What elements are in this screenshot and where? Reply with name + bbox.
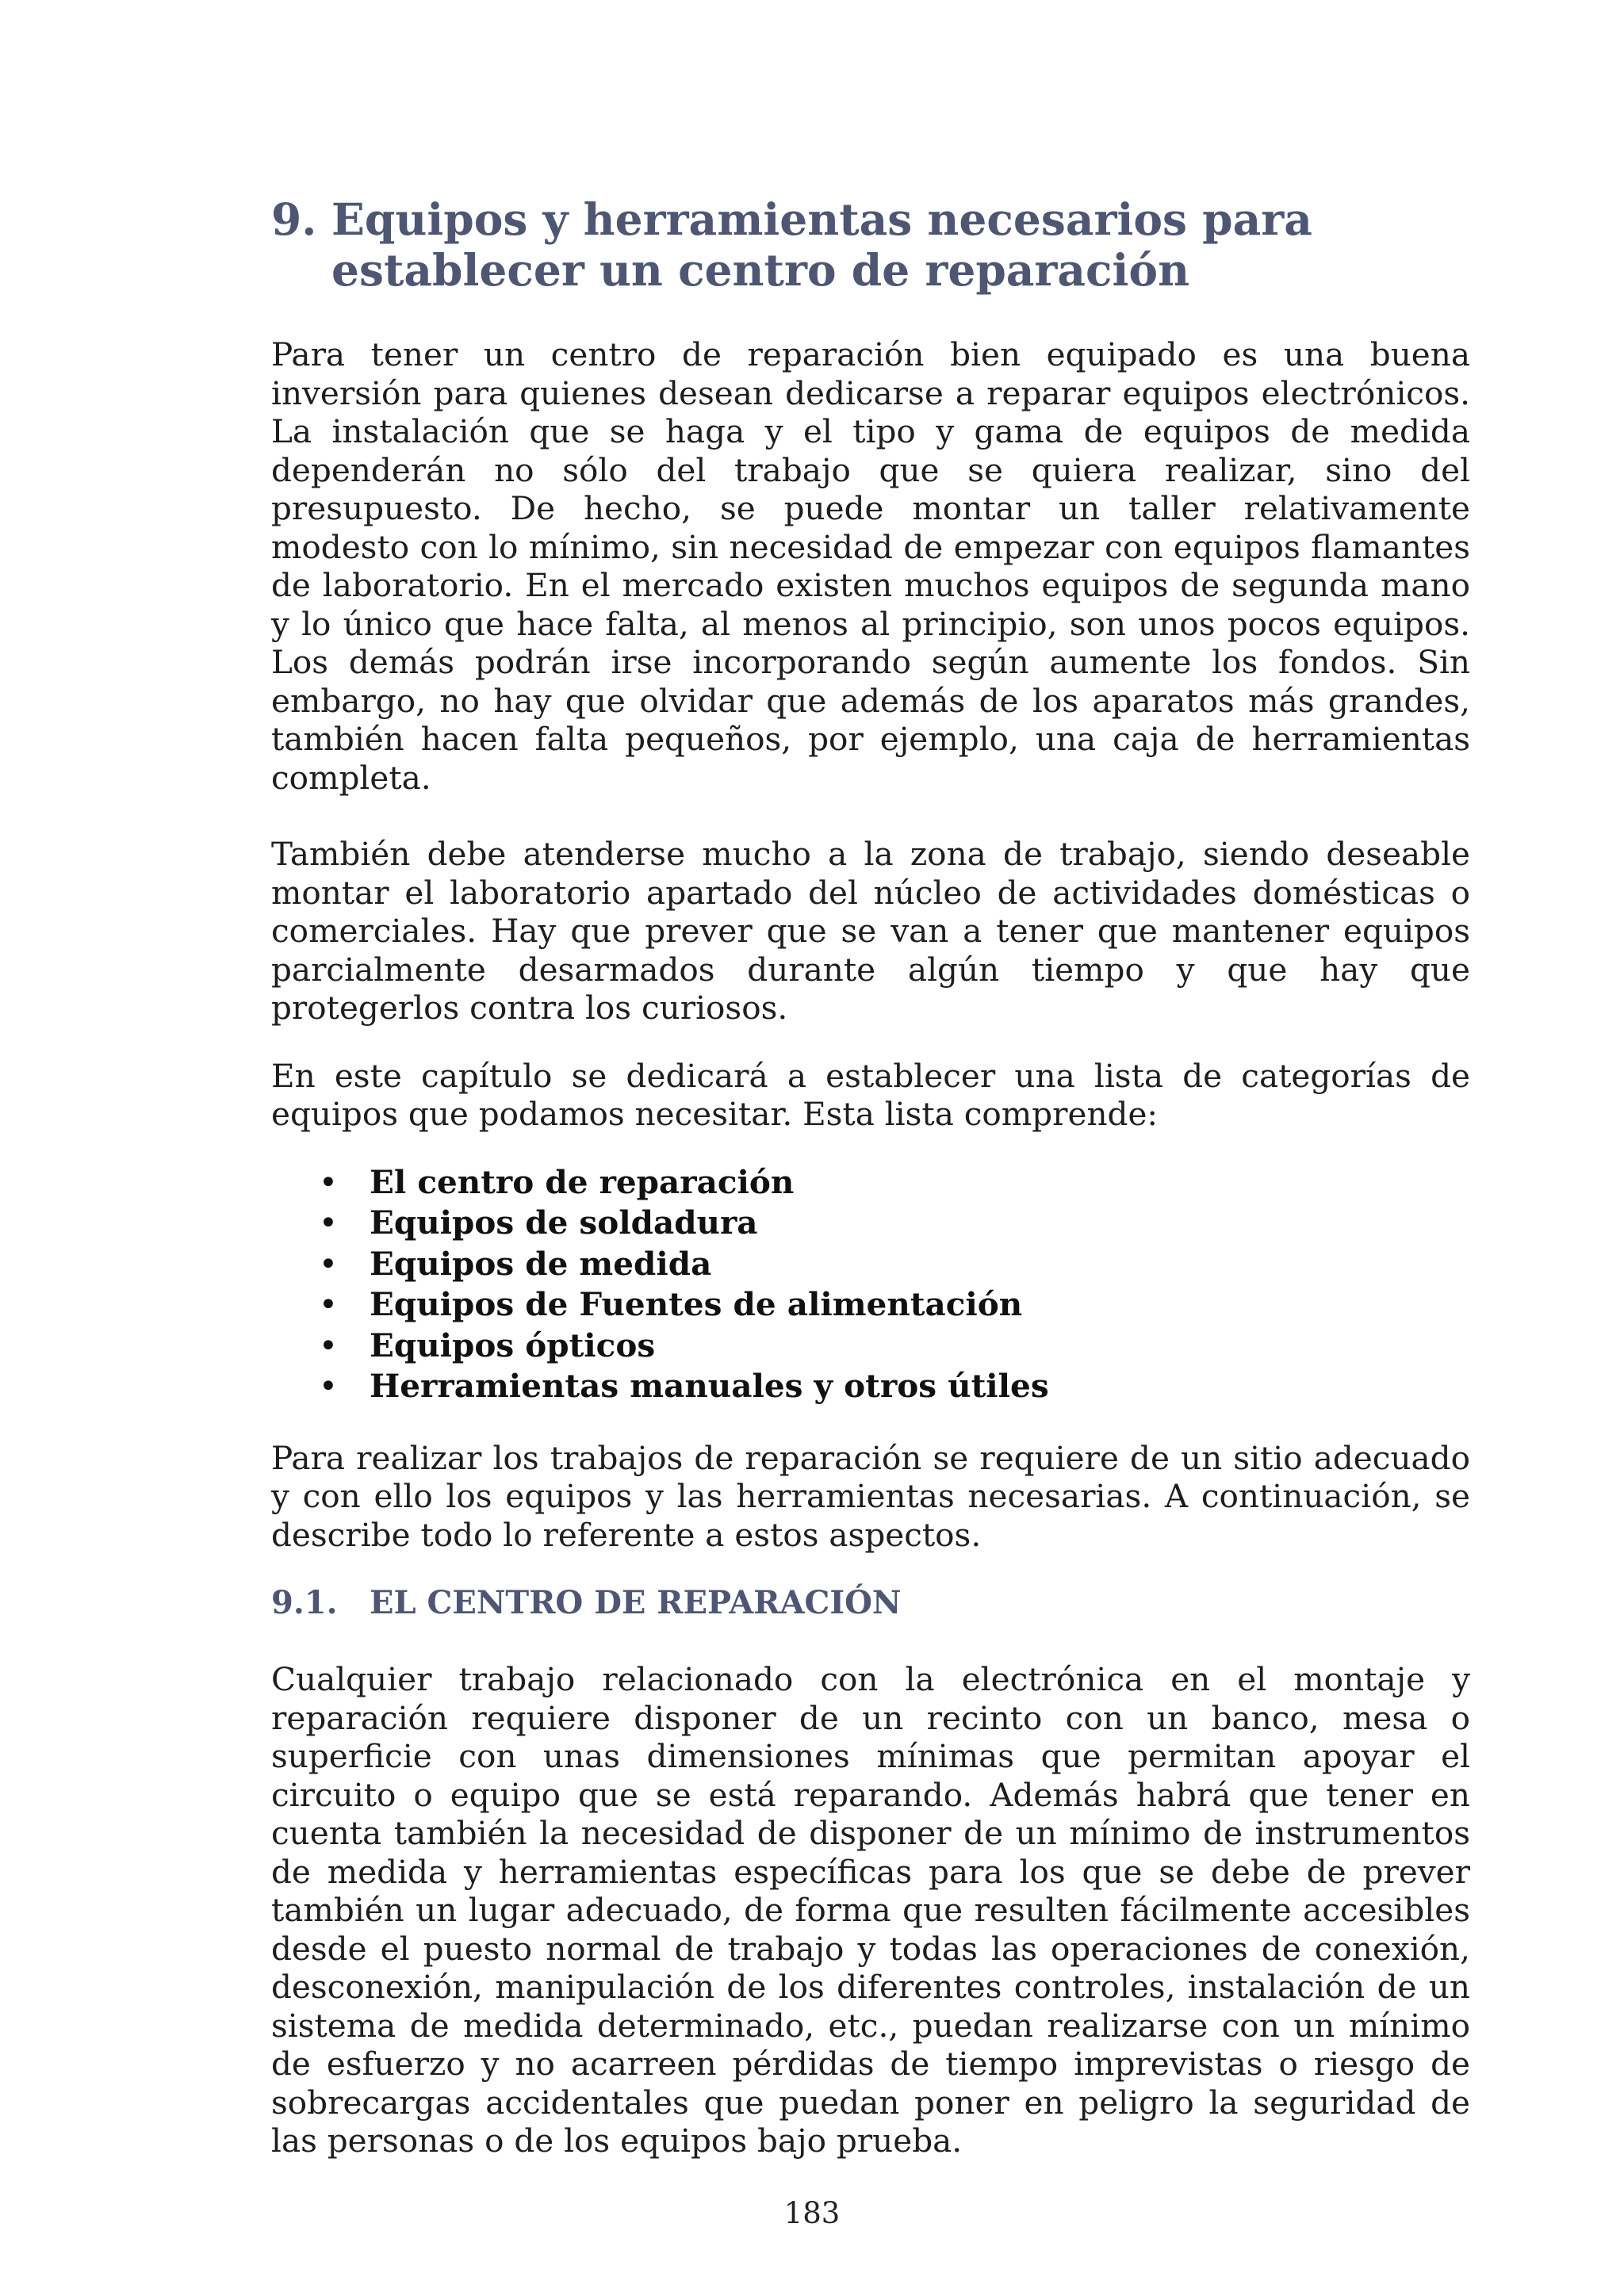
bullet-icon: • [319, 1285, 338, 1323]
section-number: 9.1. [271, 1584, 338, 1621]
list-intro-paragraph: En este capítulo se dedicará a establecer una lista de categorías de equipos que podamos necesitar. Esta lista comprende: [271, 1056, 1470, 1133]
section-title: EL CENTRO DE REPARACIÓN [370, 1584, 902, 1621]
page-number: 183 [783, 2196, 841, 2230]
list-item-text: El centro de reparación [370, 1162, 795, 1201]
list-item [271, 1326, 1470, 1367]
chapter-title-line-2: establecer un centro de reparación [331, 244, 1190, 296]
intro-paragraph: Para tener un centro de reparación bien equipado es una buena inversión para quienes desean dedicarse a reparar equipos electrónicos. La instalación que se haga y el tipo y gama de equipos de medida dependerán no sólo del trabajo que se quiera realizar, sino del presupuesto. De hecho, se puede montar un taller relativamente modesto con lo mínimo, sin necesidad de empezar con equipos flamantes de laboratorio. En el mercado existen muchos equipos de segunda mano y lo único que hace falta, al menos al principio, son unos pocos equipos. Los demás podrán irse incorporando según aumente los fondos. Sin embargo, no hay que olvidar que además de los aparatos más grandes, también hacen falta pequeños, por ejemplo, una caja de herramientas completa. [271, 335, 1470, 797]
bullet-icon: • [319, 1244, 338, 1283]
bullet-icon: • [319, 1162, 338, 1201]
list-item [271, 1162, 1470, 1203]
list-item [271, 1284, 1470, 1326]
list-item-text: Herramientas manuales y otros útiles [370, 1367, 1049, 1405]
list-item [271, 1203, 1470, 1244]
work-area-paragraph: También debe atenderse mucho a la zona de trabajo, siendo deseable montar el laboratorio apartado del núcleo de actividades domésticas o comerciales. Hay que prever que se van a tener que mantener equipos parcialmente desarmados durante algún tiempo y que hay que protegerlos contra los curiosos. [271, 835, 1470, 1027]
transition-paragraph: Para realizar los trabajos de reparación se requiere de un sitio adecuado y con ello los equipos y las herramientas necesarias. A continuación, se describe todo lo referente a estos aspectos. [271, 1438, 1470, 1554]
bullet-icon: • [319, 1326, 338, 1364]
list-item-text: Equipos de medida [370, 1244, 712, 1283]
list-item-text: Equipos de Fuentes de alimentación [370, 1285, 1023, 1323]
list-item-text: Equipos ópticos [370, 1326, 656, 1364]
list-item [271, 1366, 1470, 1407]
equipment-category-list [271, 1162, 1470, 1407]
bullet-icon: • [319, 1367, 338, 1405]
section-body-paragraph: Cualquier trabajo relacionado con la electrónica en el montaje y reparación requiere disponer de un recinto con un banco, mesa o superficie con unas dimensiones mínimas que permitan apoyar el circuito o equipo que se está reparando. Además habrá que tener en cuenta también la necesidad de disponer de un mínimo de instrumentos de medida y herramientas específicas para los que se debe de prever también un lugar adecuado, de forma que resulten fácilmente accesibles desde el puesto normal de trabajo y todas las operaciones de conexión, desconexión, manipulación de los diferentes controles, instalación de un sistema de medida determinado, etc., puedan realizarse con un mínimo de esfuerzo y no acarreen pérdidas de tiempo imprevistas o riesgo de sobrecargas accidentales que puedan poner en peligro la seguridad de las personas o de los equipos bajo prueba. [271, 1660, 1470, 2160]
page-content [271, 194, 1470, 2160]
chapter-title-text [331, 194, 1470, 296]
list-item [271, 1244, 1470, 1285]
list-item-text: Equipos de soldadura [370, 1203, 758, 1242]
bullet-icon: • [319, 1203, 338, 1242]
section-heading [271, 1584, 1470, 1622]
chapter-number: 9. [271, 193, 317, 245]
chapter-title [271, 194, 1470, 296]
chapter-title-line-1: Equipos y herramientas necesarios para [331, 193, 1312, 245]
